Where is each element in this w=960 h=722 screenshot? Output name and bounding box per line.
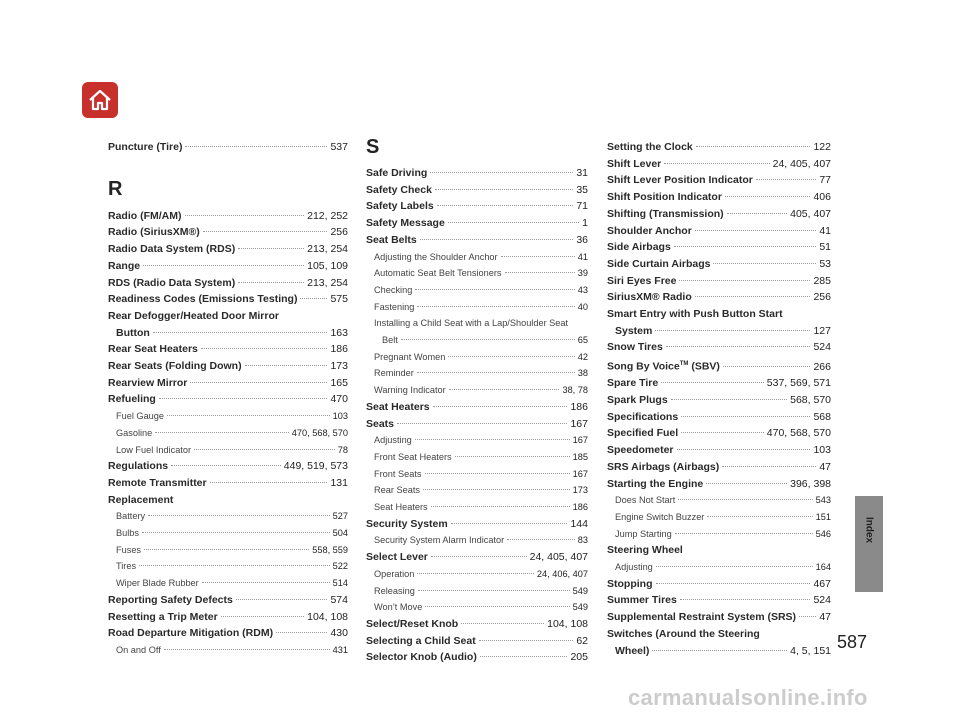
index-entry[interactable]: System 127: [615, 324, 831, 337]
index-entry-heading: Smart Entry with Push Button Start: [607, 308, 783, 321]
index-entry[interactable]: Safe Driving 31: [366, 167, 588, 179]
index-entry[interactable]: Selecting a Child Seat 62: [366, 634, 588, 647]
index-entry[interactable]: Specified Fuel 470, 568, 570: [607, 427, 831, 440]
index-subentry[interactable]: On and Off 431: [116, 644, 348, 655]
index-subentry[interactable]: Checking 43: [374, 284, 588, 295]
index-entry[interactable]: Remote Transmitter 131: [108, 476, 348, 489]
index-tab-label: Index: [863, 516, 875, 544]
index-entry[interactable]: Rearview Mirror 165: [108, 376, 348, 389]
index-subentry[interactable]: Low Fuel Indicator 78: [116, 444, 348, 455]
index-entry[interactable]: Shift Lever Position Indicator 77: [607, 174, 831, 187]
index-subentry[interactable]: Engine Switch Buzzer 151: [615, 511, 831, 522]
index-entry[interactable]: Song By Voice™ (SBV) 266: [607, 360, 831, 373]
index-entry[interactable]: Shift Lever 24, 405, 407: [607, 157, 831, 170]
index-entry[interactable]: Regulations 449, 519, 573: [108, 460, 348, 473]
index-entry[interactable]: Refueling 470: [108, 393, 348, 406]
index-subentry[interactable]: Battery 527: [116, 511, 348, 522]
home-icon: [87, 87, 113, 113]
index-subentry[interactable]: Adjusting 164: [615, 562, 831, 573]
index-entry[interactable]: Spare Tire 537, 569, 571: [607, 377, 831, 390]
index-entry[interactable]: Safety Check 35: [366, 183, 588, 196]
index-subentry-heading: Installing a Child Seat with a Lap/Shoulder Seat: [374, 318, 569, 329]
index-entry[interactable]: Safety Message 1: [366, 217, 588, 230]
index-entry[interactable]: Speedometer 103: [607, 444, 831, 457]
index-subentry[interactable]: Front Seat Heaters 185: [374, 451, 588, 462]
index-entry[interactable]: Select Lever 24, 405, 407: [366, 551, 588, 564]
index-subentry[interactable]: Adjusting the Shoulder Anchor 41: [374, 251, 588, 262]
index-entry-heading: Steering Wheel: [607, 544, 683, 557]
index-entry[interactable]: Road Departure Mitigation (RDM) 430: [108, 627, 348, 640]
index-column-2: [366, 136, 588, 666]
index-entry-heading: Rear Defogger/Heated Door Mirror: [108, 309, 279, 322]
index-subentry[interactable]: Warning Indicator 38, 78: [374, 385, 588, 396]
section-letter-s: S: [366, 136, 380, 158]
index-entry[interactable]: SRS Airbags (Airbags) 47: [607, 460, 831, 473]
index-entry[interactable]: Select/Reset Knob 104, 108: [366, 617, 588, 630]
section-letter-r: R: [108, 177, 123, 200]
index-subentry[interactable]: Bulbs 504: [116, 528, 348, 539]
index-subentry[interactable]: Front Seats 167: [374, 468, 588, 479]
index-subentry[interactable]: Belt 65: [382, 335, 588, 346]
index-column-1: [108, 139, 348, 659]
index-subentry[interactable]: Does Not Start 543: [615, 495, 831, 506]
index-subentry[interactable]: Automatic Seat Belt Tensioners 39: [374, 268, 588, 279]
index-entry[interactable]: Seat Heaters 186: [366, 400, 588, 413]
index-entry[interactable]: Range 105, 109: [108, 259, 348, 272]
index-entry[interactable]: Summer Tires 524: [607, 594, 831, 607]
index-entry[interactable]: Seat Belts 36: [366, 233, 588, 246]
home-button[interactable]: [82, 82, 118, 118]
index-entry[interactable]: Specifications 568: [607, 410, 831, 423]
index-subentry[interactable]: Adjusting 167: [374, 435, 588, 446]
index-entry[interactable]: Side Curtain Airbags 53: [607, 257, 831, 270]
index-subentry[interactable]: Tires 522: [116, 561, 348, 572]
index-entry[interactable]: Shifting (Transmission) 405, 407: [607, 207, 831, 220]
index-subentry[interactable]: Releasing 549: [374, 585, 588, 596]
index-entry[interactable]: Siri Eyes Free 285: [607, 274, 831, 287]
index-entry[interactable]: Safety Labels 71: [366, 200, 588, 213]
index-entry[interactable]: Resetting a Trip Meter 104, 108: [108, 610, 348, 623]
index-entry[interactable]: Security System 144: [366, 517, 588, 530]
index-entry[interactable]: Radio (FM/AM) 212, 252: [108, 209, 348, 222]
index-subentry[interactable]: Rear Seats 173: [374, 485, 588, 496]
index-entry[interactable]: Readiness Codes (Emissions Testing) 575: [108, 293, 348, 306]
index-entry[interactable]: Shift Position Indicator 406: [607, 191, 831, 204]
index-entry[interactable]: Button 163: [116, 326, 348, 339]
watermark: carmanualsonline.info: [628, 685, 868, 710]
index-subentry[interactable]: Gasoline 470, 568, 570: [116, 427, 348, 438]
index-entry[interactable]: Supplemental Restraint System (SRS) 47: [607, 611, 831, 624]
index-entry[interactable]: Shoulder Anchor 41: [607, 224, 831, 237]
index-subentry[interactable]: Pregnant Women 42: [374, 351, 588, 362]
index-entry-heading: Switches (Around the Steering: [607, 627, 760, 640]
index-entry[interactable]: Rear Seat Heaters 186: [108, 343, 348, 356]
index-subentry[interactable]: Operation 24, 406, 407: [374, 568, 588, 579]
index-subentry[interactable]: Reminder 38: [374, 368, 588, 379]
index-entry[interactable]: Setting the Clock 122: [607, 141, 831, 153]
index-entry[interactable]: Radio Data System (RDS) 213, 254: [108, 243, 348, 256]
page-number: 587: [837, 632, 868, 652]
index-entry[interactable]: RDS (Radio Data System) 213, 254: [108, 276, 348, 289]
index-entry[interactable]: Reporting Safety Defects 574: [108, 593, 348, 606]
index-entry[interactable]: Starting the Engine 396, 398: [607, 477, 831, 490]
index-subentry[interactable]: Fuses 558, 559: [116, 544, 348, 555]
index-entry[interactable]: Radio (SiriusXM®) 256: [108, 226, 348, 239]
index-subentry[interactable]: Won’t Move 549: [374, 602, 588, 613]
index-subentry[interactable]: Jump Starting 546: [615, 528, 831, 539]
index-entry[interactable]: Spark Plugs 568, 570: [607, 394, 831, 407]
index-column-3: [607, 139, 831, 659]
index-entry[interactable]: Wheel) 4, 5, 151: [615, 644, 831, 657]
index-subentry[interactable]: Seat Heaters 186: [374, 502, 588, 513]
index-entry[interactable]: Seats 167: [366, 417, 588, 430]
index-entry-heading: Replacement: [108, 493, 174, 506]
index-subentry[interactable]: Fastening 40: [374, 301, 588, 312]
index-subentry[interactable]: Wiper Blade Rubber 514: [116, 578, 348, 589]
index-entry[interactable]: Snow Tires 524: [607, 341, 831, 354]
index-entry[interactable]: Selector Knob (Audio) 205: [366, 651, 588, 664]
index-entry[interactable]: Side Airbags 51: [607, 241, 831, 254]
index-entry[interactable]: Stopping 467: [607, 577, 831, 590]
index-entry[interactable]: Puncture (Tire) 537: [108, 141, 348, 153]
index-entry[interactable]: SiriusXM® Radio 256: [607, 291, 831, 304]
index-entry[interactable]: Rear Seats (Folding Down) 173: [108, 360, 348, 373]
index-subentry[interactable]: Security System Alarm Indicator 83: [374, 535, 588, 546]
index-subentry[interactable]: Fuel Gauge 103: [116, 411, 348, 422]
